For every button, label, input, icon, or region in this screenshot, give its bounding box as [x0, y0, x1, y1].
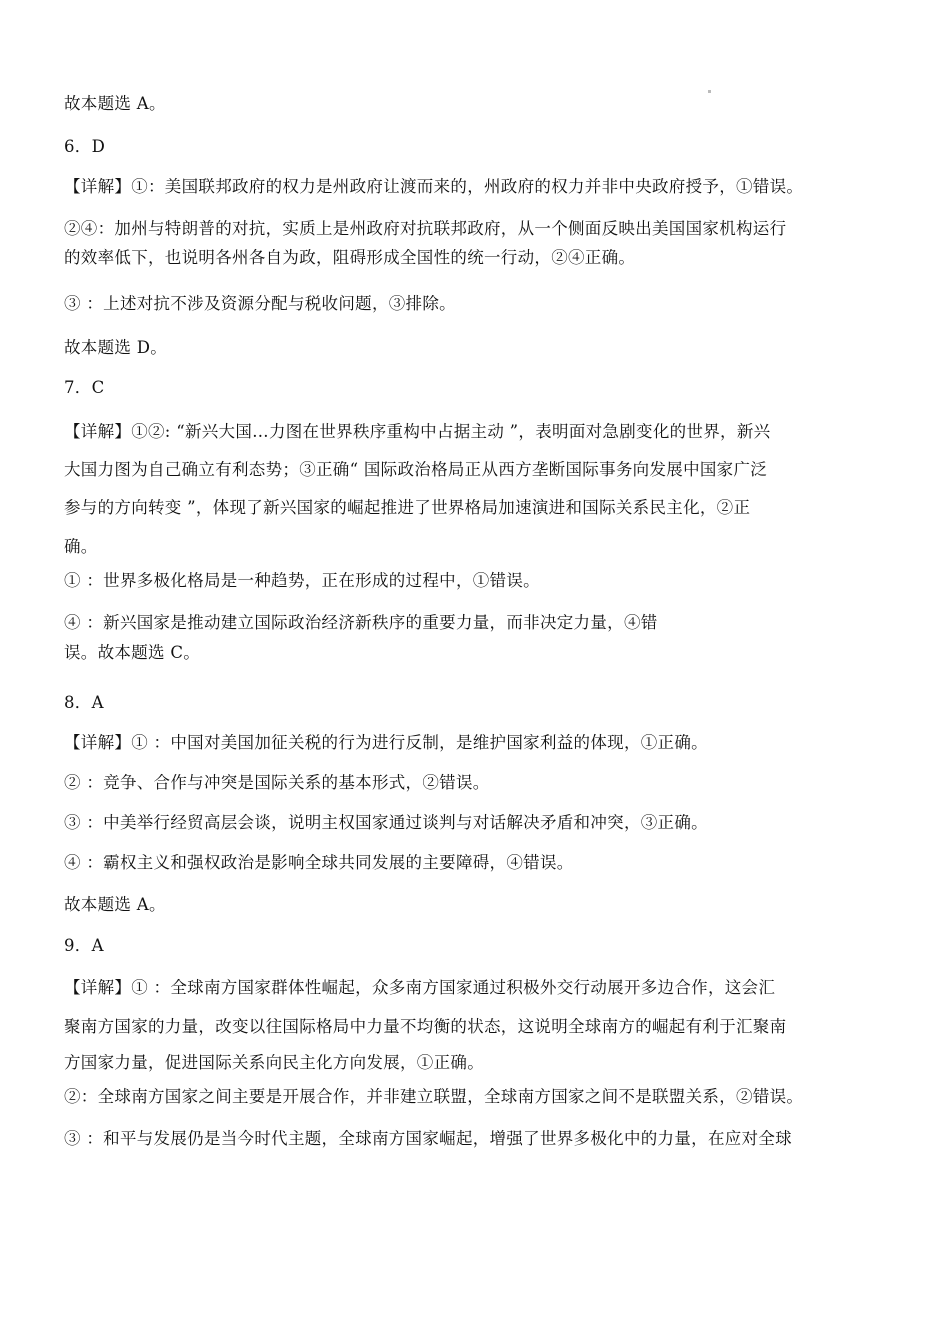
text-line: 确。: [64, 537, 98, 556]
text-line: 故本题选 A。: [64, 94, 166, 113]
text-line: ②④：加州与特朗普的对抗，实质上是州政府对抗联邦政府，从一个侧面反映出美国国家机构运行: [64, 219, 787, 238]
text-line: 大国力图为自己确立有利态势；③正确“ 国际政治格局正从西方垄断国际事务向发展中国家广泛: [64, 460, 768, 479]
text-line: ③ ：中美举行经贸高层会谈，说明主权国家通过谈判与对话解决矛盾和冲突，③正确。: [64, 813, 708, 832]
text-line: 的效率低下，也说明各州各自为政，阻碍形成全国性的统一行动，②④正确。: [64, 248, 636, 267]
text-line: 【详解】①：美国联邦政府的权力是州政府让渡而来的，州政府的权力并非中央政府授予，①错误。: [64, 177, 804, 196]
question-number-7: 7．C: [64, 378, 105, 397]
text-line: 方国家力量，促进国际关系向民主化方向发展，①正确。: [64, 1053, 484, 1072]
text-line: 故本题选 D。: [64, 338, 168, 357]
question-number-9: 9．A: [64, 936, 104, 955]
text-line: ③ ：和平与发展仍是当今时代主题，全球南方国家崛起，增强了世界多极化中的力量，在应对全球: [64, 1129, 792, 1148]
text-line: ④ ：霸权主义和强权政治是影响全球共同发展的主要障碍，④错误。: [64, 853, 574, 872]
text-line: 【详解】① ：全球南方国家群体性崛起，众多南方国家通过积极外交行动展开多边合作，这会汇: [64, 978, 776, 997]
text-line: 【详解】①②: “新兴大国…力图在世界秩序重构中占据主动 ”，表明面对急剧变化的世界，新兴: [64, 422, 771, 441]
text-line: 参与的方向转变 ”，体现了新兴国家的崛起推进了世界格局加速演进和国际关系民主化，②正: [64, 498, 751, 517]
text-line: ④ ：新兴国家是推动建立国际政治经济新秩序的重要力量，而非决定力量，④错: [64, 613, 658, 632]
text-line: 误。故本题选 C。: [64, 643, 201, 662]
question-number-6: 6．D: [64, 137, 106, 156]
text-line: ②：全球南方国家之间主要是开展合作，并非建立联盟，全球南方国家之间不是联盟关系，②错误。: [64, 1087, 804, 1106]
text-line: 聚南方国家的力量，改变以往国际格局中力量不均衡的状态，这说明全球南方的崛起有利于汇聚南: [64, 1017, 787, 1036]
text-line: 【详解】① ：中国对美国加征关税的行为进行反制，是维护国家利益的体现，①正确。: [64, 733, 708, 752]
text-line: ③ ：上述对抗不涉及资源分配与税收问题，③排除。: [64, 294, 456, 313]
question-number-8: 8．A: [64, 693, 104, 712]
text-line: 故本题选 A。: [64, 895, 166, 914]
text-line: ② ：竞争、合作与冲突是国际关系的基本形式，②错误。: [64, 773, 490, 792]
text-line: ① ：世界多极化格局是一种趋势，正在形成的过程中，①错误。: [64, 571, 540, 590]
scan-speck: [708, 90, 711, 93]
